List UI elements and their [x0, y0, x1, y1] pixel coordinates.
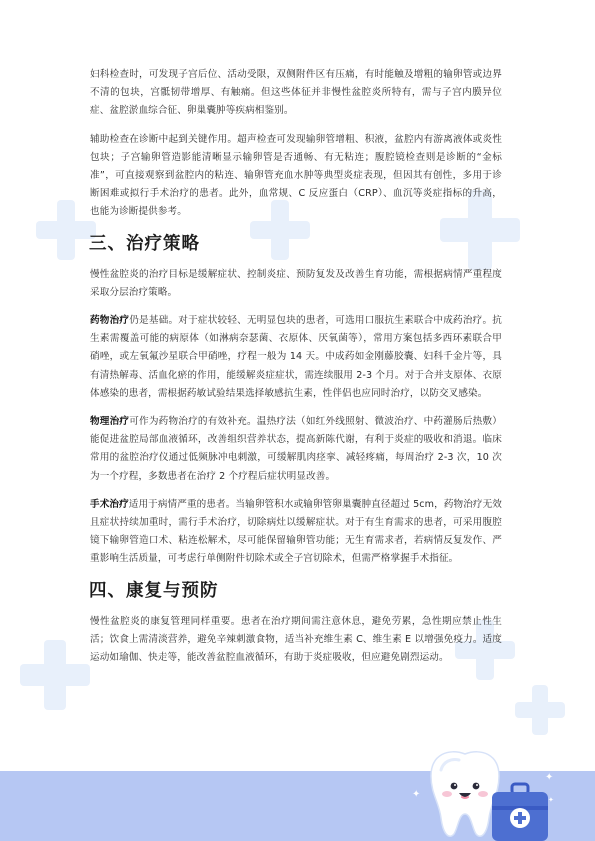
document-body: [90, 66, 502, 677]
paragraph-gynecologic-exam: 妇科检查时，可发现子宫后位、活动受限，双侧附件区有压痛，有时能触及增粗的输卵管或边界不清的包块，宫骶韧带增厚、有触痛。但这些体征并非慢性盆腔炎所特有，需与子宫内膜异位症、盆腔淤血综合征、卵巢囊肿等疾病相鉴别。: [90, 69, 502, 117]
paragraph-surgery: 手术治疗适用于病情严重的患者。当输卵管积水或输卵管卵巢囊肿直径超过 5cm，药物治疗无效且症状持续加重时，需行手术治疗，切除病灶以缓解症状。对于有生育需求的患者，可采用腹腔镜下输卵管造口术、粘连松解术，尽可能保留输卵管功能；无生育需求者，若病情反复发作、严重影响生活质量，可考虑行单侧附件切除术或全子宫切除术，但需严格掌握手术指征。: [90, 498, 502, 565]
section-title-recovery: 四、康复与预防: [89, 580, 219, 601]
background-cross-left: [36, 200, 96, 260]
background-cross-bottom-corner: [515, 685, 565, 735]
section-title-treatment: 三、治疗策略: [89, 233, 200, 254]
paragraph-recovery: 慢性盆腔炎的康复管理同样重要。患者在治疗期间需注意休息，避免劳累，急性期应禁止性生活；饮食上需清淡营养，避免辛辣刺激食物，适当补充维生素 C、维生素 E 以增强免疫力。适度运动如瑜伽、快走等，能改善盆腔血液循环，有助于炎症吸收，但应避免剧烈运动。: [90, 615, 502, 664]
medical-kit-icon: [490, 782, 550, 841]
paragraph-drug-therapy: 药物治疗仍是基础。对于症状较轻、无明显包块的患者，可选用口服抗生素联合中成药治疗。抗生素需覆盖可能的病原体（如淋病奈瑟菌、衣原体、厌氧菌等），常用方案包括多西环素联合甲硝唑，或左氧氟沙星联合甲硝唑，疗程一般为 14 天。中成药如金刚藤胶囊、妇科千金片等，具有清热解毒、活血化瘀的作用，能缓解炎症症状，需连续服用 2-3 个月。对于合并支原体、衣原体感染的患者，需根据药敏试验结果选择敏感抗生素，性伴侣也应同时治疗，以防交叉感染。: [90, 315, 502, 399]
paragraph-auxiliary-exam: 辅助检查在诊断中起到关键作用。超声检查可发现输卵管增粗、积液，盆腔内有游离液体或炎性包块；子宫输卵管造影能清晰显示输卵管是否通畅、有无粘连；腹腔镜检查则是诊断的“金标准”，可直接观察到盆腔内的粘连、输卵管充血水肿等典型炎症表现，但因其有创性，多用于诊断困难或拟行手术治疗的患者。此外，血常规、C 反应蛋白（CRP）、血沉等炎症指标的升高，也能为诊断提供参考。: [90, 133, 502, 218]
background-cross-bottom-left: [20, 640, 90, 710]
sparkle-icon: ✦: [545, 772, 554, 783]
sparkle-icon: ✦: [548, 796, 554, 804]
sparkle-icon: ✦: [412, 789, 421, 800]
paragraph-physical-therapy: 物理治疗可作为药物治疗的有效补充。温热疗法（如红外线照射、微波治疗、中药灌肠后热敷）能促进盆腔局部血液循环，改善组织营养状态，提高新陈代谢，有利于炎症的吸收和消退。临床常用的盆腔治疗仪通过低频脉冲电刺激，可缓解肌肉痉挛、减轻疼痛，每周治疗 2-3 次，10 次为一个疗程，多数患者在治疗 2 个疗程后症状明显改善。: [90, 416, 502, 482]
paragraph-treatment-goal: 慢性盆腔炎的治疗目标是缓解症状、控制炎症、预防复发及改善生育功能，需根据病情严重程度采取分层治疗策略。: [90, 268, 502, 298]
